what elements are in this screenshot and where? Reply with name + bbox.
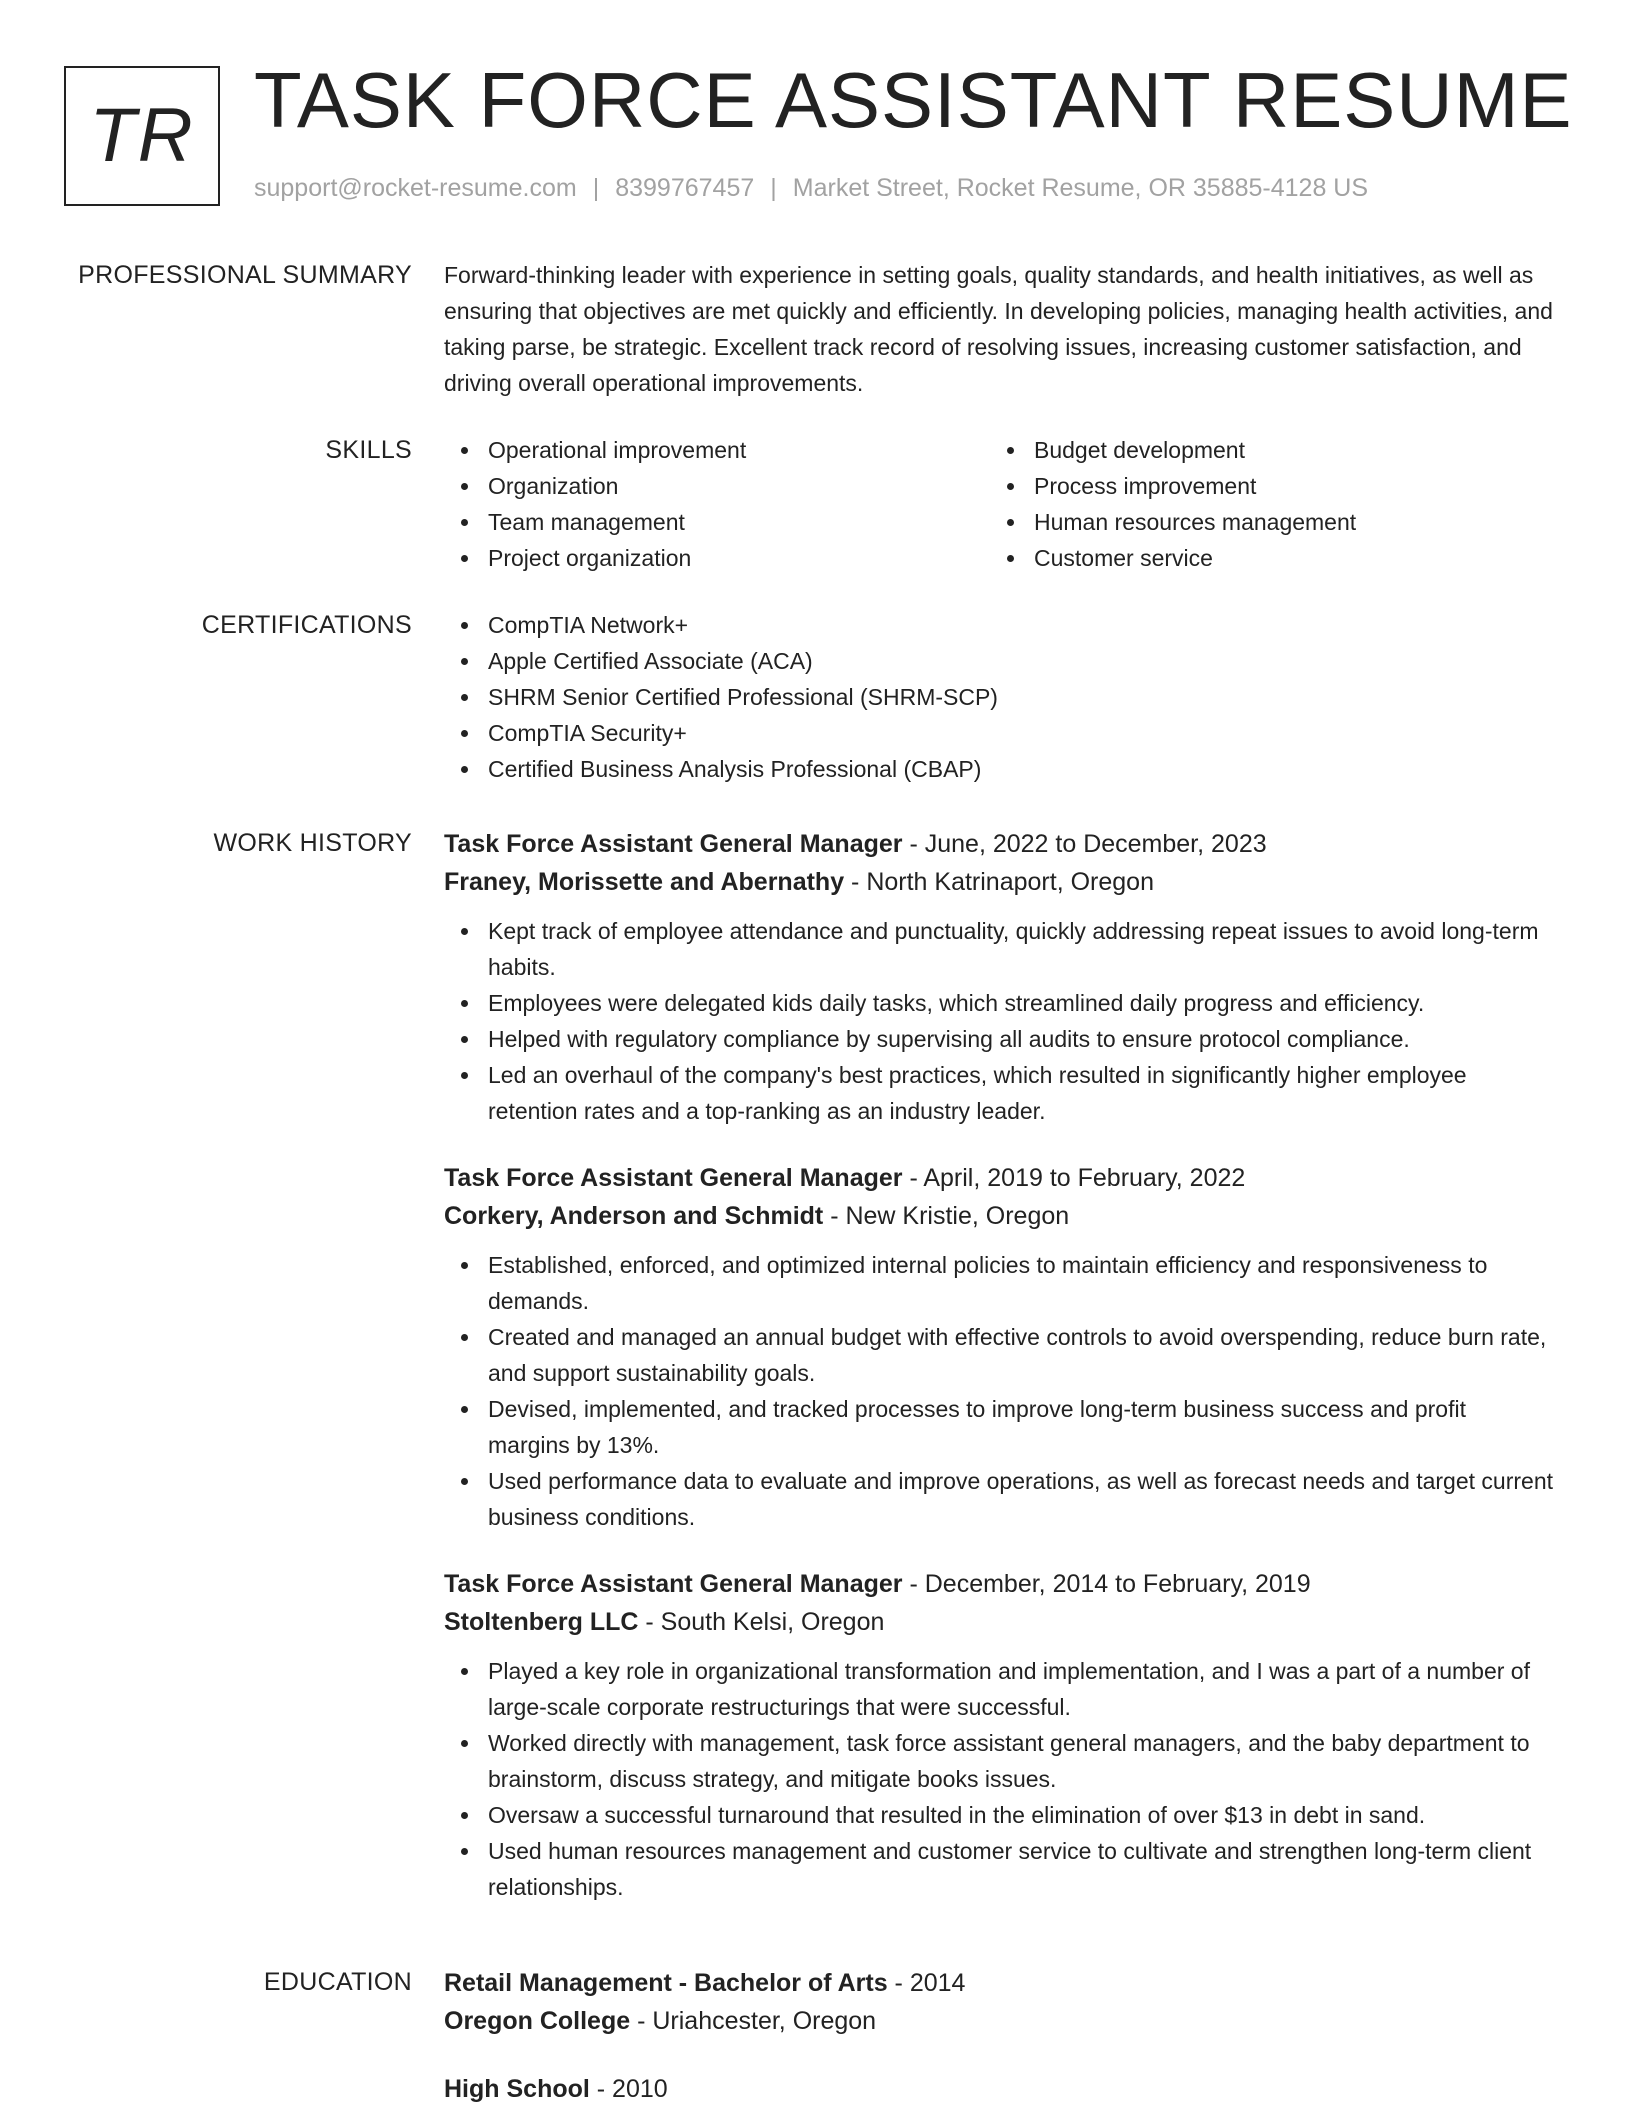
job-bullet: Used performance data to evaluate and improve operations, as well as forecast needs and target current business conditions.: [444, 1463, 1554, 1535]
job-bullet: Led an overhaul of the company's best practices, which resulted in significantly higher employee retention rates and a top-ranking as an industry leader.: [444, 1057, 1554, 1129]
job-bullet: Played a key role in organizational transformation and implementation, and I was a part of a number of large-scale corporate restructurings that were successful.: [444, 1653, 1554, 1725]
job-company: Corkery, Anderson and Schmidt: [444, 1202, 824, 1230]
job-company: Franey, Morissette and Abernathy: [444, 868, 845, 896]
monogram-text: TR: [89, 93, 195, 178]
job-bullet: Kept track of employee attendance and punctuality, quickly addressing repeat issues to avoid long-term habits.: [444, 913, 1554, 985]
monogram-logo: [64, 66, 220, 206]
education-degree: High School: [444, 2075, 590, 2103]
contact-phone[interactable]: 8399767457: [615, 174, 755, 202]
job-bullet: Employees were delegated kids daily tasks, which streamlined daily progress and efficiency.: [444, 985, 1554, 1021]
job-bullet-list: [444, 1247, 1554, 1535]
job-role: Task Force Assistant General Manager: [444, 830, 903, 858]
education-school: Oregon College: [444, 2007, 631, 2035]
skills-list-left: [444, 432, 990, 576]
job-entry: [444, 1159, 1554, 1535]
job-location: - North Katrinaport, Oregon: [844, 868, 1154, 896]
job-role: Task Force Assistant General Manager: [444, 1570, 903, 1598]
education-year: - 2010: [589, 2075, 668, 2103]
job-bullet: Devised, implemented, and tracked processes to improve long-term business success and profit margins by 13%.: [444, 1391, 1554, 1463]
job-company: Stoltenberg LLC: [444, 1608, 639, 1636]
resume-title: TASK FORCE ASSISTANT RESUME: [254, 56, 1573, 144]
job-entry: [444, 1565, 1554, 1905]
skill-item: Organization: [444, 468, 990, 504]
education-heading: EDUCATION: [263, 1968, 412, 1996]
job-bullet-list: [444, 913, 1554, 1129]
job-dates: - April, 2019 to February, 2022: [902, 1164, 1246, 1192]
certification-item: SHRM Senior Certified Professional (SHRM-SCP): [444, 679, 1554, 715]
job-title-line: [444, 1565, 1554, 1603]
contact-line: [254, 174, 1368, 203]
job-bullet: Created and managed an annual budget with effective controls to avoid overspending, reduce burn rate, and support sustainability goals.: [444, 1319, 1554, 1391]
education-school-line: [444, 2002, 1554, 2040]
skill-item: Customer service: [990, 540, 1536, 576]
skill-item: Team management: [444, 504, 990, 540]
certifications-list: [444, 607, 1554, 787]
job-title-line: [444, 825, 1554, 863]
job-dates: - December, 2014 to February, 2019: [902, 1570, 1311, 1598]
skill-item: Budget development: [990, 432, 1536, 468]
job-company-line: [444, 1197, 1554, 1235]
contact-email[interactable]: support@rocket-resume.com: [254, 174, 577, 202]
certification-item: CompTIA Network+: [444, 607, 1554, 643]
job-bullet: Established, enforced, and optimized internal policies to maintain efficiency and responsiveness to demands.: [444, 1247, 1554, 1319]
work-history-heading: WORK HISTORY: [213, 829, 412, 857]
contact-separator: |: [592, 174, 600, 202]
education-degree-line: [444, 2070, 1554, 2108]
job-bullet: Used human resources management and customer service to cultivate and strengthen long-term client relationships.: [444, 1833, 1554, 1905]
certifications-heading: CERTIFICATIONS: [201, 611, 412, 639]
job-location: - South Kelsi, Oregon: [638, 1608, 885, 1636]
summary-heading: PROFESSIONAL SUMMARY: [78, 261, 412, 289]
skill-item: Project organization: [444, 540, 990, 576]
education-degree-line: [444, 1964, 1554, 2002]
skills-list-right: [990, 432, 1536, 576]
job-location: - New Kristie, Oregon: [823, 1202, 1070, 1230]
education-location: - Uriahcester, Oregon: [630, 2007, 877, 2035]
job-entry: [444, 825, 1554, 1129]
contact-separator: |: [770, 174, 777, 202]
job-bullet-list: [444, 1653, 1554, 1905]
education-entry: [444, 2070, 1554, 2108]
job-title-line: [444, 1159, 1554, 1197]
skill-item: Process improvement: [990, 468, 1536, 504]
education-entry: [444, 1964, 1554, 2040]
job-bullet: Helped with regulatory compliance by supervising all audits to ensure protocol compliance.: [444, 1021, 1554, 1057]
skills-heading: SKILLS: [325, 436, 412, 464]
certification-item: CompTIA Security+: [444, 715, 1554, 751]
contact-address: Market Street, Rocket Resume, OR 35885-4128 US: [792, 174, 1369, 202]
job-company-line: [444, 1603, 1554, 1641]
job-company-line: [444, 863, 1554, 901]
education-degree: Retail Management - Bachelor of Arts: [444, 1969, 888, 1997]
job-bullet: Worked directly with management, task force assistant general managers, and the baby department to brainstorm, discuss strategy, and mitigate books issues.: [444, 1725, 1554, 1797]
job-role: Task Force Assistant General Manager: [444, 1164, 903, 1192]
summary-text: Forward-thinking leader with experience in setting goals, quality standards, and health initiatives, as well as ensuring that objectives are met quickly and efficiently. In developing policies, managing health activities, and taking parse, be strategic. Excellent track record of resolving issues, increasing customer satisfaction, and driving overall operational improvements.: [444, 262, 1553, 396]
certification-item: Apple Certified Associate (ACA): [444, 643, 1554, 679]
skill-item: Operational improvement: [444, 432, 990, 468]
certification-item: Certified Business Analysis Professional (CBAP): [444, 751, 1554, 787]
job-bullet: Oversaw a successful turnaround that resulted in the elimination of over $13 in debt in sand.: [444, 1797, 1554, 1833]
job-dates: - June, 2022 to December, 2023: [902, 830, 1267, 858]
education-year: - 2014: [887, 1969, 966, 1997]
skill-item: Human resources management: [990, 504, 1536, 540]
